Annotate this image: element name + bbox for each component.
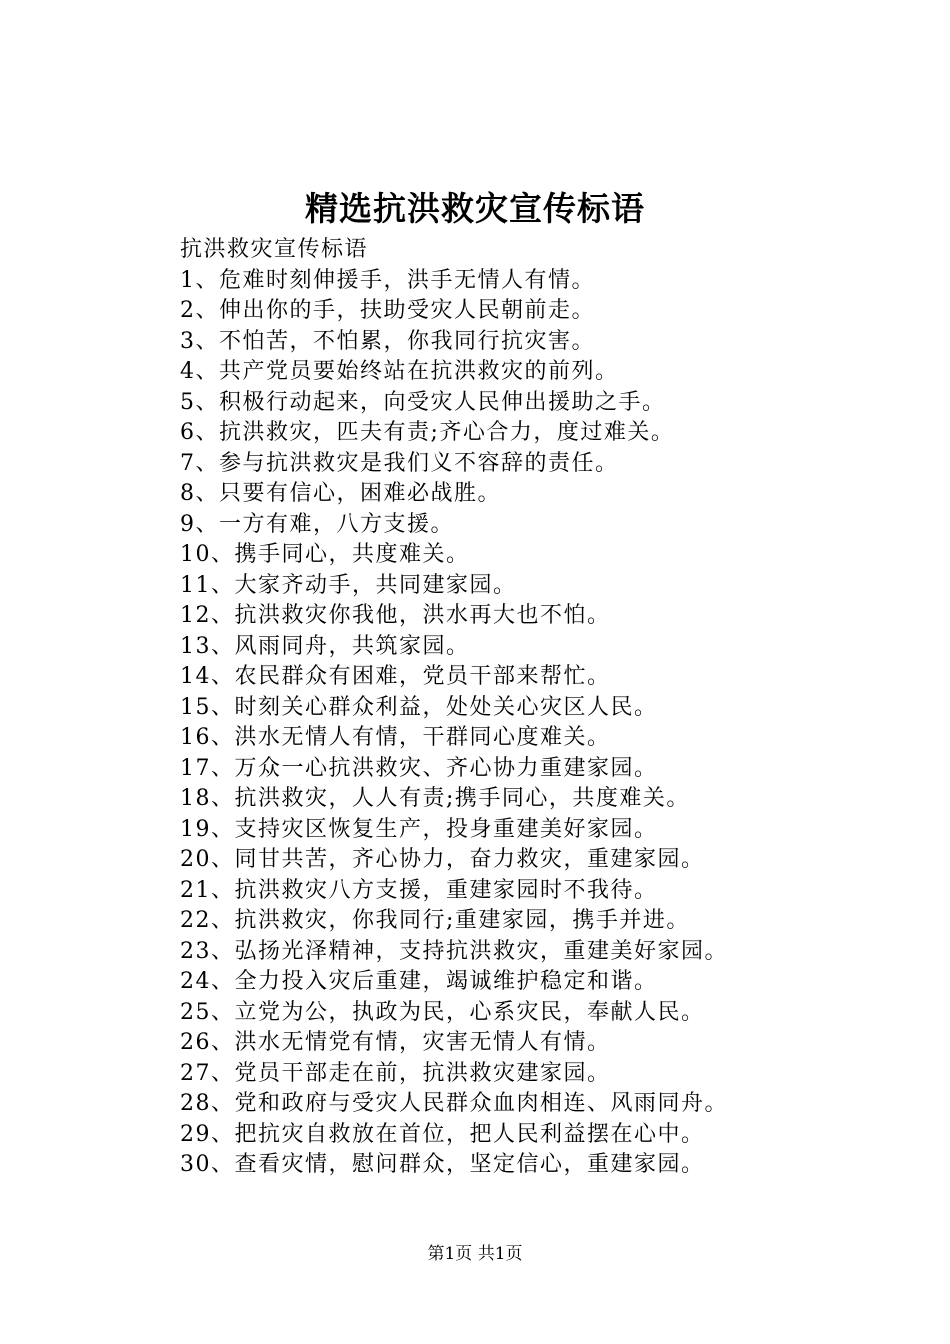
slogan-item: 24、全力投入灾后重建，竭诚维护稳定和谐。: [180, 969, 658, 994]
slogan-item: 22、抗洪救灾，你我同行;重建家园，携手并进。: [180, 908, 690, 933]
slogan-item: 11、大家齐动手，共同建家园。: [180, 572, 517, 598]
slogan-item: 6、抗洪救灾，匹夫有责;齐心合力，度过难关。: [180, 420, 675, 445]
slogan-item: 25、立党为公，执政为民，心系灾民，奉献人民。: [180, 999, 705, 1025]
slogan-item: 13、风雨同舟，共筑家园。: [180, 633, 470, 659]
slogan-item: 20、同甘共苦，齐心协力，奋力救灾，重建家园。: [180, 847, 705, 872]
slogan-item: 27、党员干部走在前，抗洪救灾建家园。: [180, 1060, 611, 1086]
slogan-item: 30、查看灾情，慰问群众，坚定信心，重建家园。: [180, 1152, 705, 1177]
slogan-item: 2、伸出你的手，扶助受灾人民朝前走。: [180, 298, 595, 323]
slogan-item: 16、洪水无情人有情，干群同心度难关。: [180, 725, 611, 750]
slogan-item: 10、携手同心，共度难关。: [180, 542, 470, 567]
page-footer: 第1页 共1页: [427, 1244, 523, 1264]
document-title: 精选抗洪救灾宣传标语: [305, 189, 645, 228]
slogan-item: 4、共产党员要始终站在抗洪救灾的前列。: [180, 359, 619, 384]
slogan-item: 26、洪水无情党有情，灾害无情人有情。: [180, 1030, 611, 1055]
slogan-item: 9、一方有难，八方支援。: [180, 511, 454, 537]
slogan-item: 18、抗洪救灾，人人有责;携手同心，共度难关。: [180, 786, 690, 811]
document-subtitle: 抗洪救灾宣传标语: [180, 237, 369, 262]
slogan-list: [180, 266, 900, 1181]
slogan-item: 3、不怕苦，不怕累，你我同行抗灾害。: [180, 328, 595, 354]
slogan-item: 28、党和政府与受灾人民群众血肉相连、风雨同舟。: [180, 1091, 728, 1116]
slogan-item: 17、万众一心抗洪救灾、齐心协力重建家园。: [180, 755, 658, 781]
slogan-item: 7、参与抗洪救灾是我们义不容辞的责任。: [180, 450, 619, 476]
slogan-item: 12、抗洪救灾你我他，洪水再大也不怕。: [180, 603, 611, 628]
document-body: [180, 235, 900, 1181]
slogan-item: 1、危难时刻伸援手，洪手无情人有情。: [180, 267, 595, 293]
slogan-item: 14、农民群众有困难，党员干部来帮忙。: [180, 664, 611, 689]
slogan-item: 19、支持灾区恢复生产，投身重建美好家园。: [180, 816, 658, 842]
slogan-item: 23、弘扬光泽精神，支持抗洪救灾，重建美好家园。: [180, 938, 728, 964]
slogan-item: 5、积极行动起来，向受灾人民伸出援助之手。: [180, 389, 666, 415]
slogan-item: 29、把抗灾自救放在首位，把人民利益摆在心中。: [180, 1121, 705, 1147]
slogan-item: 15、时刻关心群众利益，处处关心灾区人民。: [180, 694, 658, 720]
slogan-item: 21、抗洪救灾八方支援，重建家园时不我待。: [180, 877, 658, 903]
slogan-item: 8、只要有信心，困难必战胜。: [180, 481, 501, 506]
